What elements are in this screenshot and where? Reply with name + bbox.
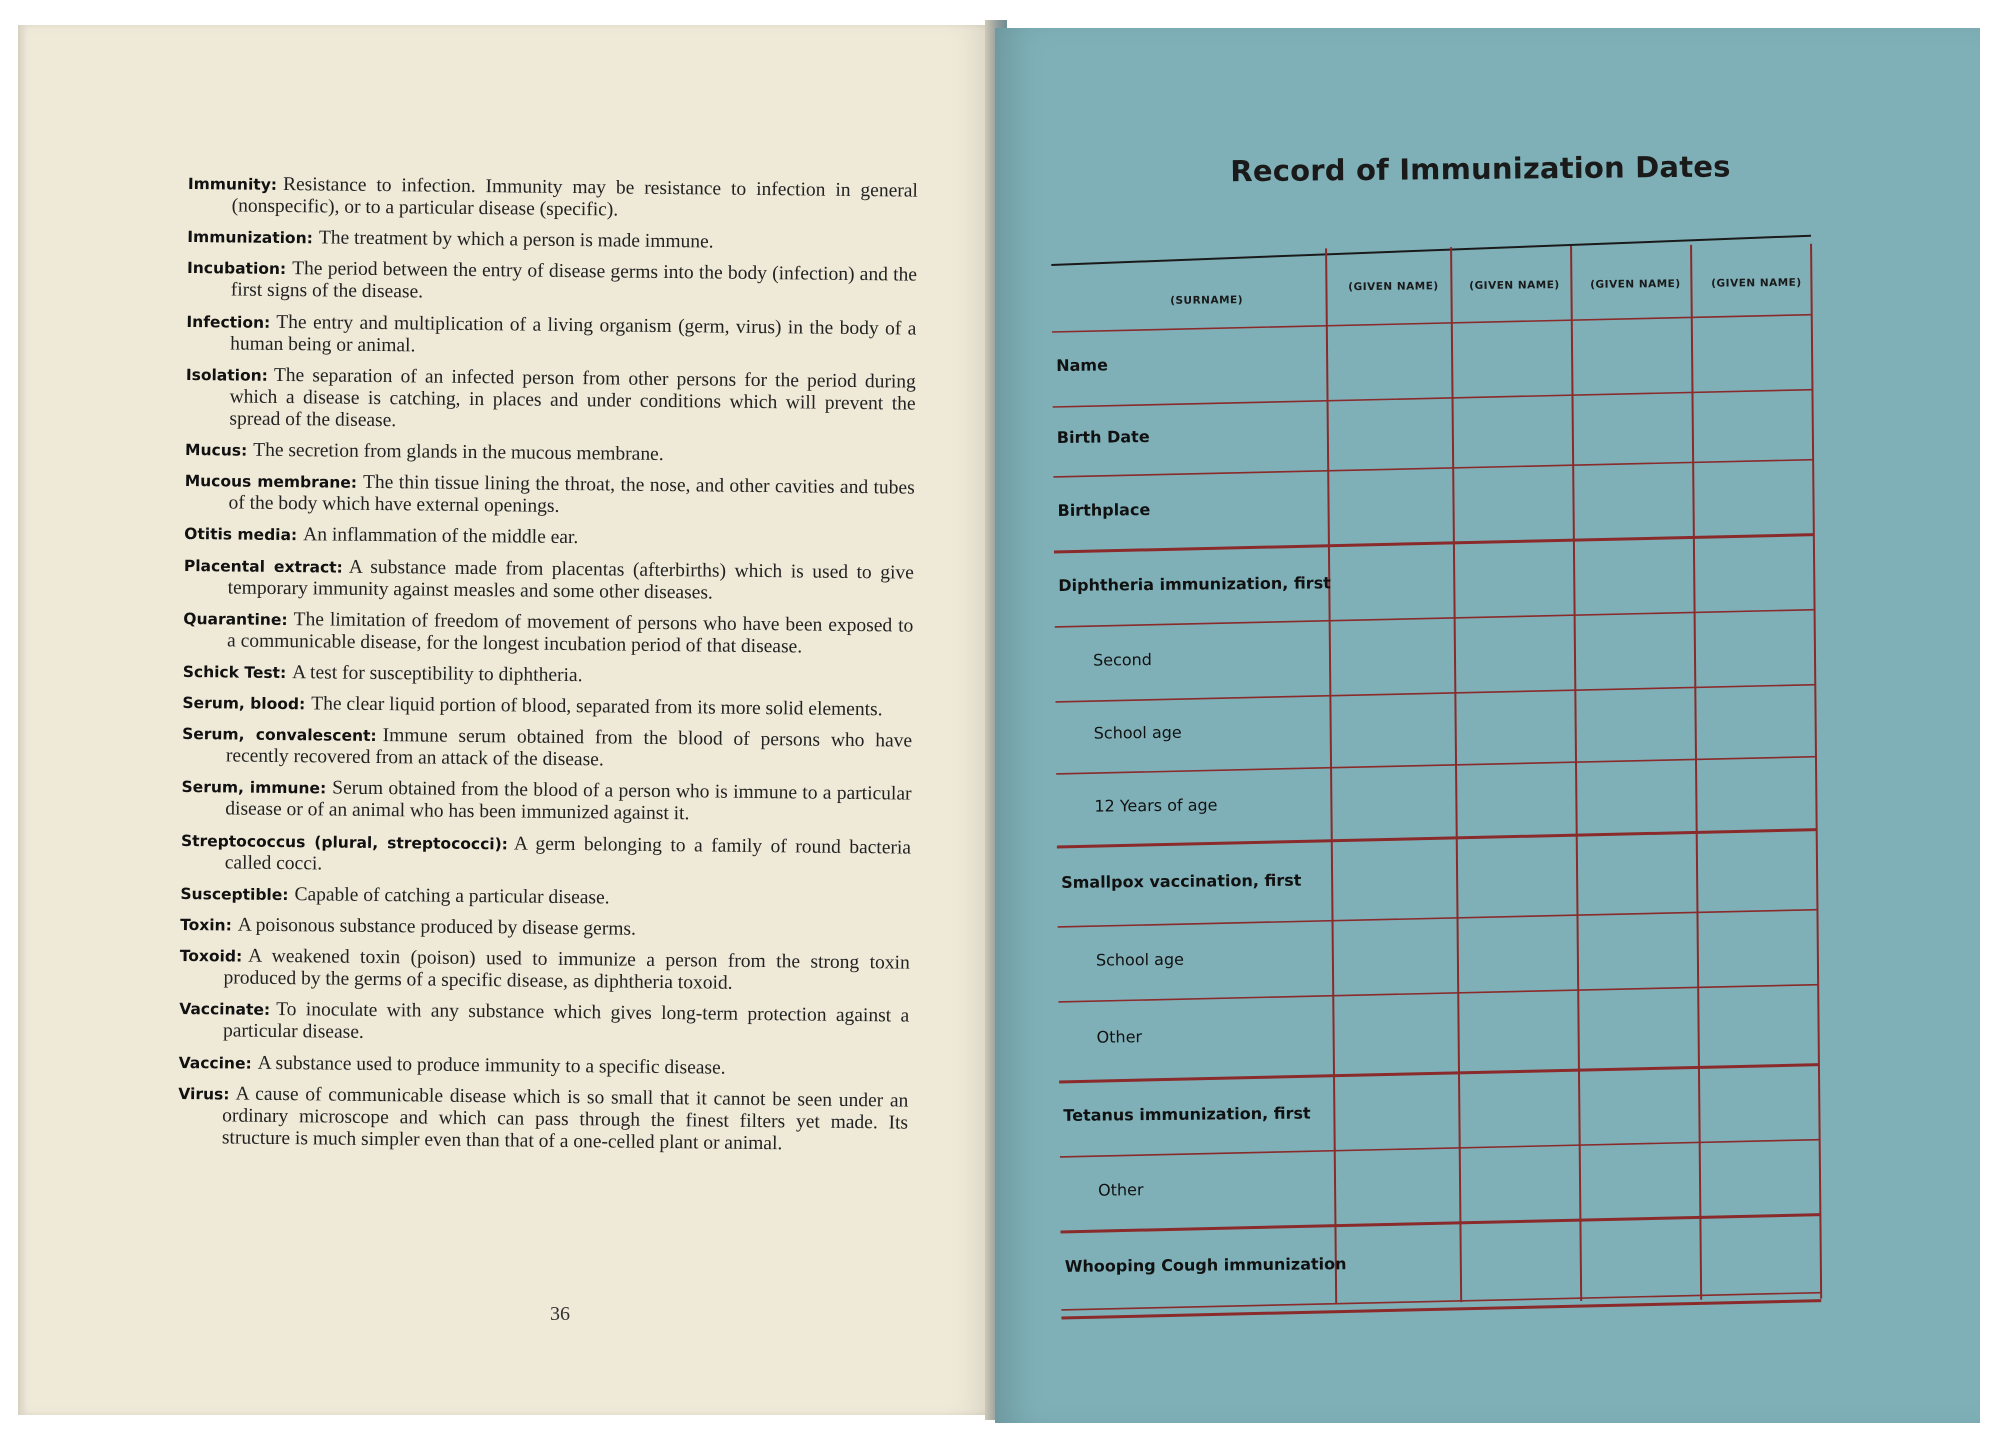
date-cell[interactable]: [1698, 547, 1811, 611]
date-cell[interactable]: [1337, 1000, 1455, 1069]
glossary-term: Otitis media:: [184, 525, 298, 545]
date-cell[interactable]: [1697, 402, 1810, 461]
glossary-term: Quarantine:: [183, 609, 288, 629]
row-label: Whooping Cough immunization: [1064, 1254, 1347, 1276]
glossary-term: Virus:: [178, 1084, 230, 1104]
date-cell[interactable]: [1699, 697, 1812, 758]
given-name-header-3: (GIVEN NAME): [1590, 277, 1681, 291]
immunization-record-form: [1050, 130, 1861, 1338]
glossary-definition: The treatment by which a person is made immune.: [318, 227, 714, 253]
date-cell[interactable]: [1582, 923, 1695, 987]
glossary-term: Serum, immune:: [181, 778, 327, 798]
glossary-entry: [182, 692, 912, 722]
date-cell[interactable]: [1584, 1228, 1697, 1295]
date-cell[interactable]: [1702, 922, 1815, 986]
glossary-entry: [179, 1052, 909, 1082]
glossary-entry: [181, 830, 911, 882]
row-label: Name: [1056, 354, 1108, 375]
date-cell[interactable]: [1701, 842, 1814, 911]
glossary-term: Vaccine:: [178, 1053, 252, 1073]
glossary-entry: [187, 257, 917, 309]
glossary-entry: [184, 523, 914, 553]
glossary-entry: [187, 226, 917, 256]
glossary-term: Immunization:: [187, 228, 313, 248]
date-cell[interactable]: [1702, 997, 1815, 1066]
glossary-term: Susceptible:: [180, 884, 289, 904]
date-cell[interactable]: [1696, 327, 1809, 391]
glossary-term: Streptococcus (plural, streptococci):: [180, 831, 509, 854]
row-label: School age: [1095, 949, 1184, 970]
date-cell[interactable]: [1462, 924, 1575, 988]
glossary-term: Isolation:: [185, 365, 269, 385]
glossary-entry: [182, 723, 912, 775]
date-cell[interactable]: [1338, 1080, 1456, 1144]
glossary-term: Vaccinate:: [179, 1000, 271, 1020]
glossary-list: [178, 173, 918, 1166]
glossary-term: Serum, convalescent:: [182, 725, 377, 746]
glossary-page: [18, 25, 1000, 1415]
glossary-term: Incubation:: [186, 259, 287, 279]
date-cell[interactable]: [1457, 404, 1570, 463]
glossary-term: Schick Test:: [182, 662, 287, 682]
glossary-definition: A poisonous substance produced by disease germs.: [237, 914, 636, 940]
glossary-definition: The entry and multiplication of a living organism (germ, virus) in the body of a human being or animal.: [230, 311, 917, 356]
date-cell[interactable]: [1334, 625, 1452, 689]
glossary-definition: Immune serum obtained from the blood of persons who have recently recovered from an attack of the disease.: [225, 725, 913, 771]
glossary-definition: The period between the entry of disease germs into the body (infection) and the first signs of the disease.: [230, 258, 918, 303]
date-cell[interactable]: [1336, 845, 1454, 914]
date-cell[interactable]: [1582, 998, 1695, 1067]
date-cell[interactable]: [1332, 405, 1450, 464]
date-cell[interactable]: [1578, 548, 1691, 612]
glossary-entry: [186, 311, 916, 363]
glossary-entry: [183, 608, 913, 660]
date-cell[interactable]: [1461, 844, 1574, 913]
row-label: Smallpox vaccination, first: [1061, 870, 1302, 892]
glossary-term: Mucous membrane:: [184, 472, 358, 492]
glossary-definition: A substance used to produce immunity to a specific disease.: [257, 1052, 726, 1079]
date-cell[interactable]: [1581, 843, 1694, 912]
glossary-entry: [181, 776, 911, 828]
immunization-record-page: [995, 28, 1980, 1423]
date-cell[interactable]: [1579, 698, 1692, 759]
date-cell[interactable]: [1462, 999, 1575, 1068]
row-label: School age: [1093, 722, 1182, 743]
glossary-entry: [178, 1083, 909, 1157]
given-name-header-2: (GIVEN NAME): [1469, 279, 1560, 292]
glossary-definition: The clear liquid portion of blood, separated from its more solid elements.: [311, 693, 883, 721]
glossary-entry: [184, 554, 914, 606]
glossary-term: Immunity:: [187, 174, 278, 194]
row-label: Diphtheria immunization, first: [1058, 572, 1331, 595]
date-cell[interactable]: [1339, 1155, 1457, 1219]
date-cell[interactable]: [1577, 403, 1690, 462]
glossary-definition: An inflammation of the middle ear.: [303, 524, 579, 549]
date-cell[interactable]: [1704, 1227, 1817, 1294]
page-number: 36: [550, 1303, 570, 1325]
date-cell[interactable]: [1580, 770, 1693, 832]
date-cell[interactable]: [1458, 549, 1571, 613]
glossary-definition: The thin tissue lining the throat, the nose, and other cavities and tubes of the body which have external openings.: [228, 471, 915, 518]
glossary-definition: The limitation of freedom of movement of persons who have been exposed to a communicable disease, for the longest incubation period of that disease.: [226, 608, 914, 658]
glossary-term: Infection:: [186, 312, 271, 332]
glossary-term: Toxin:: [180, 915, 232, 935]
glossary-term: Serum, blood:: [182, 694, 306, 714]
row-label: Birth Date: [1056, 427, 1150, 447]
glossary-entry: [180, 883, 910, 913]
record-title: Record of Immunization Dates: [1230, 149, 1731, 189]
date-cell[interactable]: [1332, 475, 1450, 539]
date-cell[interactable]: [1335, 772, 1453, 834]
glossary-entry: [185, 439, 915, 469]
date-cell[interactable]: [1460, 771, 1573, 833]
glossary-entry: [184, 470, 914, 522]
date-cell[interactable]: [1337, 925, 1455, 989]
date-cell[interactable]: [1703, 1077, 1816, 1141]
row-line: [1061, 1301, 1821, 1318]
glossary-entry: [188, 173, 918, 225]
given-name-header-4: (GIVEN NAME): [1711, 276, 1802, 290]
glossary-definition: The secretion from glands in the mucous membrane.: [253, 439, 664, 465]
date-cell[interactable]: [1584, 1153, 1697, 1217]
glossary-entry: [179, 945, 909, 997]
date-cell[interactable]: [1459, 699, 1572, 760]
date-cell[interactable]: [1577, 473, 1690, 537]
given-name-header-1: (GIVEN NAME): [1348, 280, 1439, 294]
glossary-definition: Serum obtained from the blood of a person who is immune to a particular disease or of an animal who has been immunized against it.: [225, 777, 912, 825]
glossary-term: Placental extract:: [183, 556, 343, 577]
date-cell[interactable]: [1456, 329, 1569, 393]
glossary-definition: A germ belonging to a family of round bacteria called cocci.: [224, 833, 912, 875]
glossary-entry: [179, 998, 909, 1050]
glossary-definition: A cause of communicable disease which is so small that it cannot be seen under an ordinary microscope and which can pass through the finest filters yet made. Its structure is much simpler even than that of a one-celled plant or animal.: [221, 1083, 909, 1155]
date-cell[interactable]: [1579, 623, 1692, 687]
glossary-definition: The separation of an infected person from other persons for the period during which a disease is catching, in places and under conditions which will prevent the spread of the disease.: [229, 364, 916, 431]
glossary-entry: [180, 914, 910, 944]
glossary-definition: A substance made from placentas (afterbirths) which is used to give temporary immunity against measles and some other diseases.: [227, 556, 914, 604]
glossary-entry: [185, 364, 916, 438]
glossary-definition: To inoculate with any substance which gives long-term protection against a particular disease.: [222, 999, 910, 1044]
glossary-definition: Capable of catching a particular disease.: [294, 883, 610, 909]
glossary-term: Mucus:: [185, 440, 248, 460]
date-cell[interactable]: [1465, 1229, 1578, 1296]
date-cell[interactable]: [1700, 769, 1813, 831]
row-label: Second: [1092, 649, 1152, 670]
date-cell[interactable]: [1457, 474, 1570, 538]
row-label: Tetanus immunization, first: [1063, 1103, 1311, 1125]
glossary-definition: A weakened toxin (poison) used to immunize a person from the strong toxin produced by the germs of a specific disease, as diphtheria toxoid.: [223, 945, 910, 994]
glossary-definition: A test for susceptibility to diphtheria.: [292, 661, 583, 687]
date-cell[interactable]: [1333, 550, 1451, 614]
row-label: Other: [1096, 1027, 1143, 1047]
date-cell[interactable]: [1459, 624, 1572, 688]
glossary-definition: Resistance to infection. Immunity may be resistance to infection in general (nonspecific), or to a particular disease (specific).: [231, 173, 918, 221]
date-cell[interactable]: [1331, 330, 1449, 394]
date-cell[interactable]: [1576, 328, 1689, 392]
date-cell[interactable]: [1340, 1230, 1458, 1297]
glossary-term: Toxoid:: [179, 947, 243, 966]
date-cell[interactable]: [1583, 1078, 1696, 1142]
date-cell[interactable]: [1464, 1154, 1577, 1218]
header-line: [1051, 236, 1811, 265]
date-cell[interactable]: [1704, 1152, 1817, 1216]
date-cell[interactable]: [1699, 622, 1812, 686]
date-cell[interactable]: [1334, 700, 1452, 761]
surname-column-header: (SURNAME): [1170, 294, 1244, 307]
date-cell[interactable]: [1463, 1079, 1576, 1143]
row-label: 12 Years of age: [1094, 794, 1218, 816]
date-cell[interactable]: [1697, 472, 1810, 536]
glossary-entry: [183, 661, 913, 691]
row-label: Other: [1098, 1179, 1144, 1200]
row-label: Birthplace: [1057, 499, 1151, 520]
